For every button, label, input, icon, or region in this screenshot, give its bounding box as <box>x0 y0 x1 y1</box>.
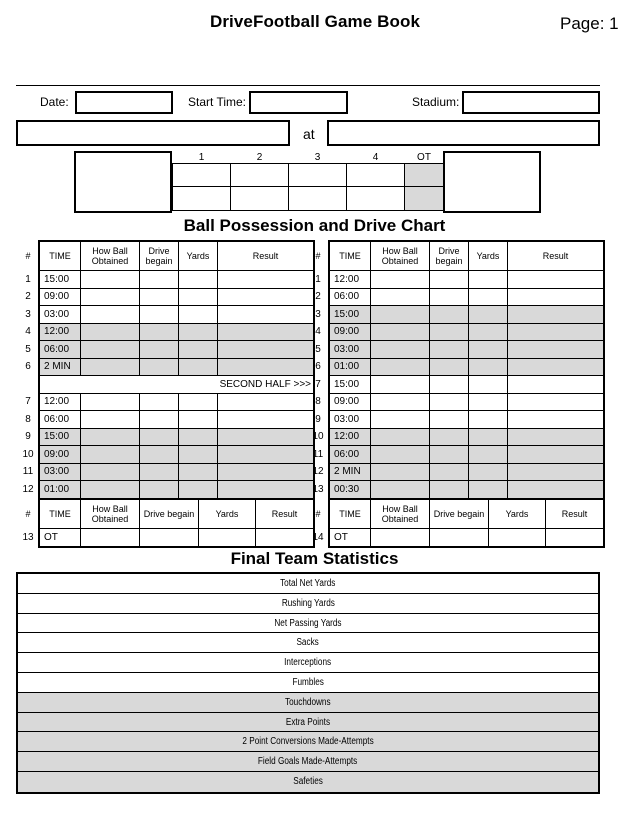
result-cell[interactable] <box>508 341 605 359</box>
row-time: 06:00 <box>329 288 371 306</box>
score-total-box <box>443 151 541 213</box>
result-cell[interactable] <box>508 271 605 289</box>
yards-cell[interactable] <box>469 376 508 394</box>
result-cell[interactable] <box>218 306 315 324</box>
drive-chart-left <box>18 240 315 500</box>
score-cell[interactable] <box>289 164 347 187</box>
drive-began-cell[interactable] <box>140 288 179 306</box>
yards-cell[interactable] <box>179 481 218 499</box>
row-time: 06:00 <box>39 411 81 429</box>
result-cell[interactable] <box>508 428 605 446</box>
row-number: 6 <box>315 361 321 373</box>
row-number: 5 <box>25 343 31 355</box>
row-number: 13 <box>22 532 34 543</box>
drive-row <box>308 306 604 324</box>
drive-began-cell[interactable] <box>430 481 469 499</box>
score-cell-ot[interactable] <box>405 187 444 211</box>
how-obtained-cell[interactable] <box>371 428 430 446</box>
col-time: TIME <box>329 241 371 271</box>
yards-cell[interactable] <box>179 271 218 289</box>
drive-row <box>308 463 604 481</box>
drive-row <box>308 411 604 429</box>
row-number: 9 <box>315 413 321 425</box>
yards-cell[interactable] <box>469 288 508 306</box>
col-how: How Ball Obtained <box>81 500 140 529</box>
col-num: # <box>315 250 321 261</box>
date-label: Date: <box>40 95 69 109</box>
yards-cell[interactable] <box>179 393 218 411</box>
quarter-label: 4 <box>372 151 379 163</box>
drive-cell[interactable] <box>546 529 605 547</box>
drive-began-cell[interactable] <box>140 271 179 289</box>
how-obtained-cell[interactable] <box>371 358 430 376</box>
score-cell[interactable] <box>231 187 289 211</box>
stat-row <box>18 574 598 594</box>
result-cell[interactable] <box>218 411 315 429</box>
yards-cell[interactable] <box>469 341 508 359</box>
drive-began-cell[interactable] <box>430 376 469 394</box>
row-time: 09:00 <box>39 446 81 464</box>
how-obtained-cell[interactable] <box>81 481 140 499</box>
result-cell[interactable] <box>508 411 605 429</box>
score-cell[interactable] <box>347 187 405 211</box>
drive-began-cell[interactable] <box>430 288 469 306</box>
stat-row <box>18 614 598 634</box>
how-obtained-cell[interactable] <box>371 446 430 464</box>
drive-began-cell[interactable] <box>140 358 179 376</box>
stat-label: Safeties <box>293 775 323 787</box>
stat-row <box>18 653 598 673</box>
yards-cell[interactable] <box>179 288 218 306</box>
col-result: Result <box>256 500 315 529</box>
drive-chart-title: Ball Possession and Drive Chart <box>183 216 446 235</box>
result-cell[interactable] <box>218 341 315 359</box>
row-number: 3 <box>315 308 321 320</box>
row-number: 1 <box>315 273 321 285</box>
row-number: 7 <box>315 378 321 390</box>
second-half-label: SECOND HALF >>> <box>39 376 314 394</box>
yards-cell[interactable] <box>469 411 508 429</box>
quarter-label: OT <box>417 151 431 163</box>
row-time: 06:00 <box>329 446 371 464</box>
result-cell[interactable] <box>218 481 315 499</box>
stat-row <box>18 693 598 713</box>
drive-began-cell[interactable] <box>430 358 469 376</box>
row-time: 00:30 <box>329 481 371 499</box>
row-time: 03:00 <box>39 306 81 324</box>
drive-cell[interactable] <box>199 529 256 547</box>
how-obtained-cell[interactable] <box>81 393 140 411</box>
yards-cell[interactable] <box>179 428 218 446</box>
yards-cell[interactable] <box>469 271 508 289</box>
drive-chart-right <box>308 240 605 500</box>
result-cell[interactable] <box>218 446 315 464</box>
yards-cell[interactable] <box>469 446 508 464</box>
row-time: 06:00 <box>39 341 81 359</box>
col-time: TIME <box>39 500 81 529</box>
row-time: 12:00 <box>329 428 371 446</box>
yards-cell[interactable] <box>469 428 508 446</box>
how-obtained-cell[interactable] <box>81 358 140 376</box>
row-time: 2 MIN <box>329 463 371 481</box>
col-num: # <box>25 250 31 261</box>
stat-row <box>18 633 598 653</box>
row-number: 12 <box>312 466 324 478</box>
drive-began-cell[interactable] <box>430 446 469 464</box>
drive-row <box>18 411 314 429</box>
result-cell[interactable] <box>218 358 315 376</box>
drive-row <box>18 428 314 446</box>
stat-row <box>18 752 598 772</box>
row-time: 2 MIN <box>39 358 81 376</box>
drive-row <box>308 446 604 464</box>
row-time: 15:00 <box>39 428 81 446</box>
drive-row <box>308 358 604 376</box>
drive-row <box>308 271 604 289</box>
home-team-field[interactable] <box>327 120 600 146</box>
at-label: at <box>303 126 315 142</box>
date-field[interactable] <box>75 91 173 114</box>
quarter-label: 3 <box>314 151 321 163</box>
how-obtained-cell[interactable] <box>81 446 140 464</box>
final-stats-title: Final Team Statistics <box>230 549 399 568</box>
col-num: # <box>25 509 31 519</box>
drive-began-cell[interactable] <box>430 393 469 411</box>
row-number: 11 <box>22 466 34 478</box>
how-obtained-cell[interactable] <box>371 393 430 411</box>
stat-label: Rushing Yards <box>281 597 335 609</box>
yards-cell[interactable] <box>179 446 218 464</box>
drive-began-cell[interactable] <box>430 341 469 359</box>
drive-began-cell[interactable] <box>430 428 469 446</box>
drive-row <box>18 376 314 394</box>
result-cell[interactable] <box>218 271 315 289</box>
yards-cell[interactable] <box>469 306 508 324</box>
result-cell[interactable] <box>508 306 605 324</box>
drive-cell[interactable] <box>256 529 315 547</box>
yards-cell[interactable] <box>469 463 508 481</box>
score-cell[interactable] <box>347 164 405 187</box>
result-cell[interactable] <box>508 393 605 411</box>
result-cell[interactable] <box>508 288 605 306</box>
score-cell[interactable] <box>173 164 231 187</box>
drive-row <box>18 323 314 341</box>
col-result: Result <box>546 500 605 529</box>
drive-began-cell[interactable] <box>430 463 469 481</box>
row-number <box>18 376 39 394</box>
row-time: OT <box>329 529 371 547</box>
start-time-label: Start Time: <box>188 95 247 109</box>
row-number: 1 <box>25 273 31 285</box>
row-number: 2 <box>315 291 321 303</box>
row-time: 03:00 <box>329 341 371 359</box>
drive-began-cell[interactable] <box>140 446 179 464</box>
drive-cell[interactable] <box>140 529 199 547</box>
stat-row <box>18 772 598 792</box>
row-number: 4 <box>25 326 31 338</box>
yards-cell[interactable] <box>469 393 508 411</box>
row-number: 11 <box>312 448 324 460</box>
row-number: 9 <box>25 431 31 443</box>
drive-row <box>18 481 314 499</box>
col-drive: Drive begain <box>140 500 199 529</box>
row-number: 8 <box>315 396 321 408</box>
page-title: DriveFootball Game Book <box>209 12 421 31</box>
drive-began-cell[interactable] <box>430 411 469 429</box>
row-number: 10 <box>22 448 34 460</box>
yards-cell[interactable] <box>469 358 508 376</box>
result-cell[interactable] <box>218 428 315 446</box>
stat-label: 2 Point Conversions Made-Attempts <box>242 736 374 748</box>
row-number: 13 <box>312 484 324 495</box>
how-obtained-cell[interactable] <box>371 411 430 429</box>
yards-cell[interactable] <box>179 323 218 341</box>
drive-row <box>18 463 314 481</box>
col-how: How Ball Obtained <box>371 500 430 529</box>
result-cell[interactable] <box>508 323 605 341</box>
col-drive: Drive begain <box>430 241 469 271</box>
col-yards: Yards <box>489 500 546 529</box>
ot-chart-right <box>308 499 605 548</box>
stat-label: Sacks <box>296 637 320 649</box>
stat-label: Fumbles <box>292 676 324 688</box>
how-obtained-cell[interactable] <box>81 288 140 306</box>
drive-began-cell[interactable] <box>140 481 179 499</box>
row-time: 09:00 <box>39 288 81 306</box>
drive-began-cell[interactable] <box>140 341 179 359</box>
drive-row <box>18 393 314 411</box>
how-obtained-cell[interactable] <box>371 271 430 289</box>
drive-row <box>18 306 314 324</box>
how-obtained-cell[interactable] <box>81 428 140 446</box>
stat-label: Field Goals Made-Attempts <box>258 756 358 768</box>
score-cell[interactable] <box>173 187 231 211</box>
drive-row <box>18 288 314 306</box>
score-grid <box>172 151 444 211</box>
yards-cell[interactable] <box>179 341 218 359</box>
stadium-label: Stadium: <box>412 95 460 109</box>
drive-began-cell[interactable] <box>430 306 469 324</box>
stadium-field[interactable] <box>462 91 600 114</box>
drive-row <box>308 481 604 499</box>
drive-began-cell[interactable] <box>140 411 179 429</box>
result-cell[interactable] <box>508 463 605 481</box>
final-stats-table <box>16 572 600 794</box>
drive-row <box>18 446 314 464</box>
col-yards: Yards <box>469 241 508 271</box>
stat-row <box>18 594 598 614</box>
result-cell[interactable] <box>218 463 315 481</box>
drive-began-cell[interactable] <box>430 323 469 341</box>
score-cell-ot[interactable] <box>405 164 444 187</box>
row-number: 10 <box>312 431 324 443</box>
how-obtained-cell[interactable] <box>81 341 140 359</box>
stat-row <box>18 673 598 693</box>
how-obtained-cell[interactable] <box>81 323 140 341</box>
drive-began-cell[interactable] <box>140 428 179 446</box>
quarter-label: 2 <box>256 151 263 163</box>
yards-cell[interactable] <box>179 306 218 324</box>
col-time: TIME <box>39 241 81 271</box>
row-time: 09:00 <box>329 393 371 411</box>
row-number: 2 <box>25 291 31 303</box>
row-time: 03:00 <box>329 411 371 429</box>
yards-cell[interactable] <box>179 411 218 429</box>
col-time: TIME <box>329 500 371 529</box>
start-time-field[interactable] <box>249 91 348 114</box>
drive-row <box>18 341 314 359</box>
row-number: 6 <box>25 361 31 373</box>
drive-began-cell[interactable] <box>430 271 469 289</box>
drive-began-cell[interactable] <box>140 393 179 411</box>
result-cell[interactable] <box>508 446 605 464</box>
stat-label: Net Passing Yards <box>274 617 342 629</box>
result-cell[interactable] <box>218 393 315 411</box>
result-cell[interactable] <box>508 376 605 394</box>
drive-row <box>308 341 604 359</box>
col-yards: Yards <box>199 500 256 529</box>
how-obtained-cell[interactable] <box>371 463 430 481</box>
how-obtained-cell[interactable] <box>371 288 430 306</box>
row-time: 15:00 <box>329 376 371 394</box>
drive-cell[interactable] <box>430 529 489 547</box>
row-number: 14 <box>312 532 324 543</box>
row-time: 01:00 <box>39 481 81 499</box>
drive-row <box>308 288 604 306</box>
result-cell[interactable] <box>218 323 315 341</box>
row-number: 12 <box>22 484 34 495</box>
drive-row <box>308 323 604 341</box>
col-drive: Drive begain <box>430 500 489 529</box>
col-yards: Yards <box>179 241 218 271</box>
row-number: 4 <box>315 326 321 338</box>
yards-cell[interactable] <box>469 323 508 341</box>
how-obtained-cell[interactable] <box>371 323 430 341</box>
col-result: Result <box>218 241 315 271</box>
row-number: 5 <box>315 343 321 355</box>
drive-began-cell[interactable] <box>140 306 179 324</box>
drive-row <box>308 376 604 394</box>
stat-label: Interceptions <box>284 657 332 669</box>
how-obtained-cell[interactable] <box>371 341 430 359</box>
stat-label: Touchdowns <box>285 696 331 708</box>
how-obtained-cell[interactable] <box>81 411 140 429</box>
row-time: 03:00 <box>39 463 81 481</box>
drive-cell[interactable] <box>371 529 430 547</box>
col-num: # <box>315 509 321 519</box>
how-obtained-cell[interactable] <box>371 481 430 499</box>
row-time: 12:00 <box>329 271 371 289</box>
page-number: Page: 1 <box>560 14 619 33</box>
row-time: 09:00 <box>329 323 371 341</box>
col-how: How Ball Obtained <box>81 241 140 271</box>
row-time: 12:00 <box>39 323 81 341</box>
result-cell[interactable] <box>508 481 605 499</box>
col-drive: Drive begain <box>140 241 179 271</box>
row-time: OT <box>39 529 81 547</box>
stat-row <box>18 713 598 733</box>
how-obtained-cell[interactable] <box>81 306 140 324</box>
stat-label: Total Net Yards <box>280 578 336 589</box>
row-number: 7 <box>25 396 31 408</box>
drive-row <box>18 271 314 289</box>
drive-row <box>308 393 604 411</box>
score-cell[interactable] <box>231 164 289 187</box>
col-result: Result <box>508 241 605 271</box>
row-number: 8 <box>25 413 31 425</box>
how-obtained-cell[interactable] <box>371 306 430 324</box>
row-time: 01:00 <box>329 358 371 376</box>
away-team-field[interactable] <box>16 120 290 146</box>
row-time: 15:00 <box>39 271 81 289</box>
drive-began-cell[interactable] <box>140 323 179 341</box>
yards-cell[interactable] <box>179 358 218 376</box>
row-time: 12:00 <box>39 393 81 411</box>
stat-row <box>18 732 598 752</box>
stat-label: Extra Points <box>285 716 331 728</box>
result-cell[interactable] <box>508 358 605 376</box>
yards-cell[interactable] <box>179 463 218 481</box>
drive-row <box>18 358 314 376</box>
yards-cell[interactable] <box>469 481 508 499</box>
score-team-logo-left <box>74 151 172 213</box>
how-obtained-cell[interactable] <box>81 271 140 289</box>
drive-cell[interactable] <box>489 529 546 547</box>
score-cell[interactable] <box>289 187 347 211</box>
row-time: 15:00 <box>329 306 371 324</box>
how-obtained-cell[interactable] <box>371 376 430 394</box>
col-how: How Ball Obtained <box>371 241 430 271</box>
header-rule <box>16 85 600 86</box>
drive-cell[interactable] <box>81 529 140 547</box>
drive-began-cell[interactable] <box>140 463 179 481</box>
drive-row <box>308 428 604 446</box>
quarter-label: 1 <box>198 151 205 163</box>
ot-chart-left <box>18 499 315 548</box>
how-obtained-cell[interactable] <box>81 463 140 481</box>
result-cell[interactable] <box>218 288 315 306</box>
row-number: 3 <box>25 308 31 320</box>
